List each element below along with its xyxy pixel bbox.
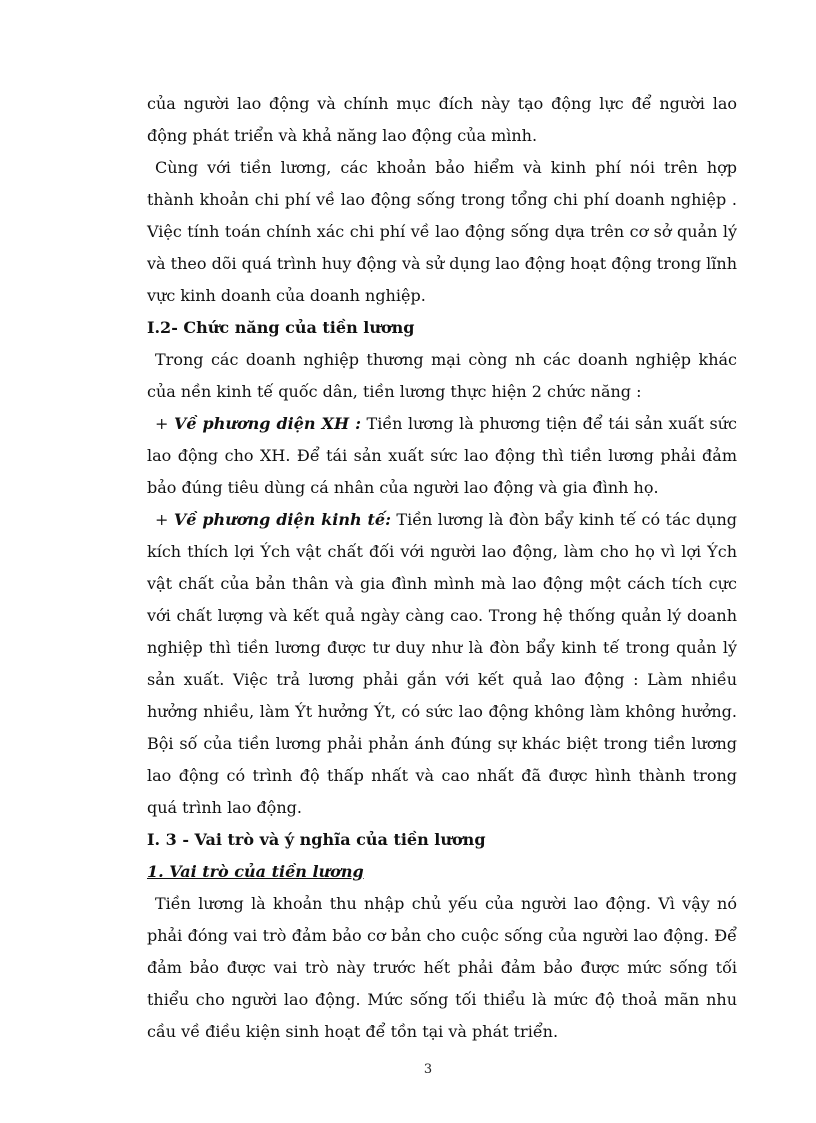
paragraph-continuation: của người lao động và chính mục đích này tạo động lực để người lao động phát triển và khả năng lao động của mình. — [147, 94, 737, 145]
page-number: 3 — [423, 1062, 433, 1077]
bullet-marker: + — [155, 510, 174, 529]
paragraph-functions-intro: Trong các doanh nghiệp thương mại còng nh các doanh nghiệp khác của nền kinh tế quốc dân, tiền lương thực hiện 2 chức năng : — [147, 350, 737, 401]
bullet-marker: + — [155, 414, 174, 433]
paragraph-role: Tiền lương là khoản thu nhập chủ yếu của người lao động. Vì vậy nó phải đóng vai trò đảm bảo cơ bản cho cuộc sống của người lao động. Để đảm bảo được vai trò này trước hết phải đảm bảo được mức sống tối thiểu cho người lao động. Mức sống tối thiểu là mức độ thoả mãn nhu cầu về điều kiện sinh hoạt để tồn tại và phát triển. — [147, 894, 737, 1041]
term-economic-aspect: Về phương diện kinh tế: — [173, 510, 391, 529]
paragraph-economic-aspect — [147, 504, 737, 824]
social-aspect-text: Tiền lương là phương tiện để tái sản xuất sức lao động cho XH. Để tái sản xuất sức lao động thì tiền lương phải đảm bảo đúng tiêu dùng cá nhân của người lao động và gia đình họ. — [147, 414, 738, 497]
economic-aspect-text: Tiền lương là đòn bẩy kinh tế có tác dụng kích thích lợi Ých vật chất đối với người lao động, làm cho họ vì lợi Ých vật chất của bản thân và gia đình mình mà lao động một cách tích cực với chất lượng và kết quả ngày càng cao. Trong hệ thống quản lý doanh nghiệp thì tiền lương được tư duy như là đòn bẩy kinh tế trong quản lý sản xuất. Việc trả lương phải gắn với kết quả lao động : Làm nhiều hưởng nhiều, làm Ýt hưởng Ýt, có sức lao động không làm không hưởng. Bội số của tiền lương phải phản ánh đúng sự khác biệt trong tiền lương lao động có trình độ thấp nhất và cao nhất đã được hình thành trong quá trình lao động. — [147, 510, 737, 817]
term-social-aspect: Về phương diện XH : — [173, 414, 362, 433]
paragraph-social-aspect — [147, 408, 737, 504]
page-body — [147, 88, 737, 1048]
subsection-heading-role: 1. Vai trò của tiền lương — [147, 862, 364, 881]
paragraph-costs: Cùng với tiền lương, các khoản bảo hiểm và kinh phí nói trên hợp thành khoản chi phí về lao động sống trong tổng chi phí doanh nghiệp . Việc tính toán chính xác chi phí về lao động sống dựa trên cơ sở quản lý và theo dõi quá trình huy động và sử dụng lao động hoạt động trong lĩnh vực kinh doanh của doanh nghiệp. — [147, 158, 737, 305]
section-heading-functions: I.2- Chức năng của tiền lương — [147, 318, 415, 337]
section-heading-role: I. 3 - Vai trò và ý nghĩa của tiền lương — [147, 830, 486, 849]
